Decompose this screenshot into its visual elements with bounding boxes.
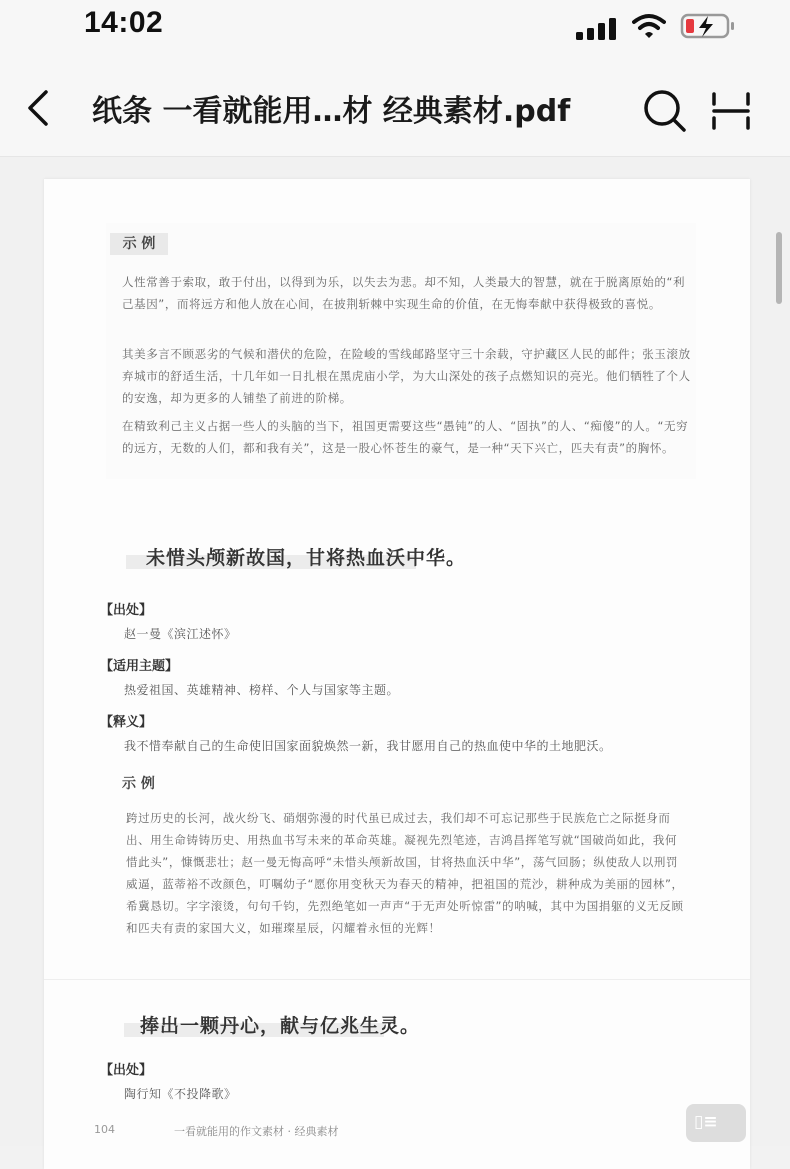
- menu-button[interactable]: [710, 90, 752, 132]
- page-divider: [44, 979, 750, 980]
- wifi-icon: [632, 12, 666, 40]
- source-label: 【出处】: [100, 1063, 153, 1078]
- battery-charging-icon: [680, 12, 736, 40]
- meaning-value: 我不惜奉献自己的生命使旧国家面貌焕然一新，我甘愿用自己的热血使中华的土地肥沃。: [124, 739, 612, 753]
- cellular-signal-icon: [576, 18, 618, 40]
- nav-bar: [0, 60, 790, 157]
- example-paragraph: 在精致利己主义占据一些人的头脑的当下，祖国更需要这些“愚钝”的人、“固执”的人、“痴傻”的人。“无穷的远方，无数的人们，都和我有关”，这是一股心怀苍生的豪气，是一种“天下兴亡，匹夫有责”的胸怀。: [122, 419, 689, 455]
- example-heading: 示 例: [110, 233, 168, 255]
- pdf-page: [44, 179, 750, 1169]
- page-toggle-button[interactable]: [686, 1104, 746, 1142]
- status-time: 14:02: [84, 6, 164, 39]
- pdf-viewer[interactable]: [0, 157, 790, 1146]
- source-value: 陶行知《不投降歌》: [124, 1087, 237, 1101]
- example-paragraph: 人性常善于索取，敢于付出，以得到为乐，以失去为悲。却不知，人类最大的智慧，就在于脱离原始的“利己基因”，而将远方和他人放在心间，在披荆斩棘中实现生命的价值，在无悔奉献中获得极致的喜悦。: [122, 275, 686, 311]
- scrollbar-thumb[interactable]: [776, 232, 782, 304]
- source-label: 【出处】: [100, 603, 153, 618]
- search-button[interactable]: [640, 86, 690, 136]
- quote-title: 未惜头颅新故国，甘将热血沃中华。: [146, 547, 467, 569]
- document-title: 纸条 一看就能用…材 经典素材.pdf: [92, 94, 571, 129]
- page-number: 104: [94, 1123, 115, 1136]
- page-footer: 一看就能用的作文素材 · 经典素材: [174, 1125, 339, 1138]
- chevron-left-icon: [30, 92, 46, 124]
- status-bar: [0, 0, 790, 60]
- example-paragraph: 跨过历史的长河，战火纷飞、硝烟弥漫的时代虽已成过去，我们却不可忘记那些于民族危亡之际挺身而出、用生命铸铸历史、用热血书写未来的革命英雄。凝视先烈笔迹，吉鸿昌挥笔写就“国破尚如此，我何惜此头”，慷慨悲壮；赵一曼无悔高呼“未惜头颅新故国，甘将热血沃中华”，荡气回肠；纵使敌人以刑罚威逼，蓝蒂裕不改颜色，叮嘱幼子“愿你用变秋天为春天的精神，把祖国的荒沙，耕种成为美丽的园林”，希冀恳切。字字滚烫，句句千钧，先烈绝笔如一声声“于无声处听惊雷”的呐喊，其中为国捐躯的义无反顾和匹夫有责的家国大义，如璀璨星辰，闪耀着永恒的光辉！: [126, 811, 684, 935]
- theme-value: 热爱祖国、英雄精神、榜样、个人与国家等主题。: [124, 683, 400, 697]
- quote-title: 捧出一颗丹心，献与亿兆生灵。: [140, 1015, 421, 1037]
- search-icon: [646, 92, 684, 130]
- page-toggle-icon: ▯≡: [694, 1112, 718, 1132]
- back-button[interactable]: [18, 86, 62, 130]
- menu-icon: [714, 94, 748, 128]
- example-paragraph: 其美多言不顾恶劣的气候和潜伏的危险，在险峻的雪线邮路坚守三十余载，守护藏区人民的邮件；张玉滚放弃城市的舒适生活，十几年如一日扎根在黑虎庙小学，为大山深处的孩子点燃知识的亮光。他们牺牲了个人的安逸，却为更多的人铺垫了前进的阶梯。: [122, 347, 691, 405]
- meaning-label: 【释义】: [100, 715, 153, 730]
- example-heading: 示 例: [122, 776, 155, 792]
- source-value: 赵一曼《滨江述怀》: [124, 627, 237, 641]
- theme-label: 【适用主题】: [100, 659, 179, 674]
